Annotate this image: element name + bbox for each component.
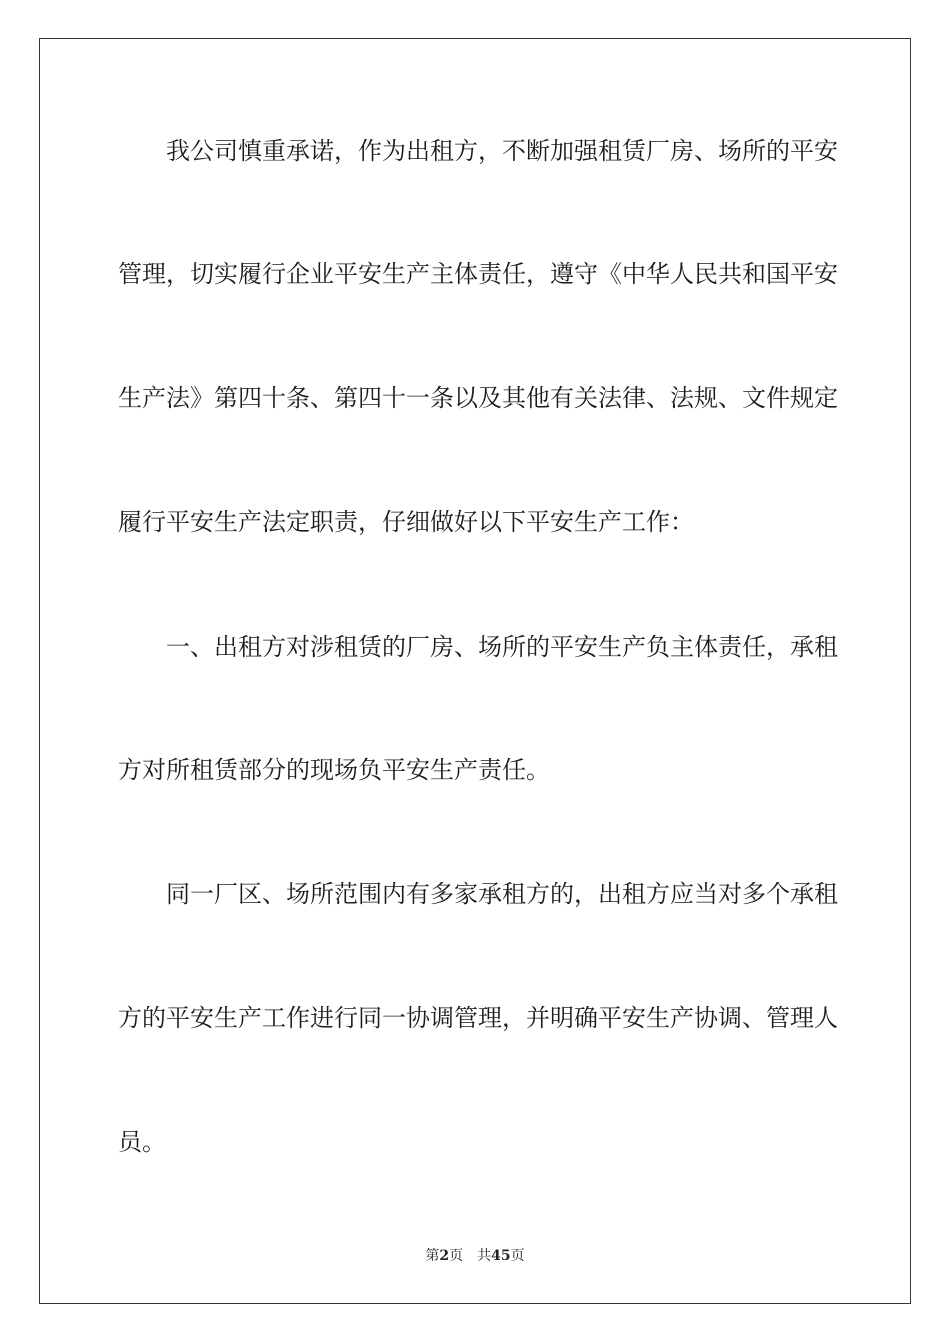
paragraph-3-line-2: 方的平安生产工作进行同一协调管理，并明确平安生产协调、管理人 — [118, 1004, 838, 1032]
footer-page-prefix: 第 — [425, 1248, 440, 1264]
footer-page-suffix: 页 — [449, 1248, 464, 1264]
paragraph-1-line-2: 管理，切实履行企业平安生产主体责任，遵守《中华人民共和国平安 — [118, 260, 838, 288]
paragraph-1-line-1: 我公司慎重承诺，作为出租方，不断加强租赁厂房、场所的平安 — [166, 137, 838, 165]
paragraph-3-line-1: 同一厂区、场所范围内有多家承租方的，出租方应当对多个承租 — [166, 880, 838, 908]
paragraph-3-line-3: 员。 — [118, 1128, 166, 1156]
page-border — [39, 38, 911, 1304]
footer-total-pages: 45 — [491, 1248, 511, 1264]
footer-page-number: 2 — [439, 1248, 450, 1264]
footer-total-prefix: 共 — [477, 1248, 492, 1264]
paragraph-1-line-4: 履行平安生产法定职责，仔细做好以下平安生产工作： — [118, 508, 694, 536]
footer-total-suffix: 页 — [510, 1248, 525, 1264]
paragraph-1-line-3: 生产法》第四十条、第四十一条以及其他有关法律、法规、文件规定 — [118, 384, 838, 412]
paragraph-2-line-2: 方对所租赁部分的现场负平安生产责任。 — [118, 756, 550, 784]
page-footer — [0, 1247, 950, 1265]
paragraph-2-line-1: 一、出租方对涉租赁的厂房、场所的平安生产负主体责任，承租 — [166, 633, 838, 661]
